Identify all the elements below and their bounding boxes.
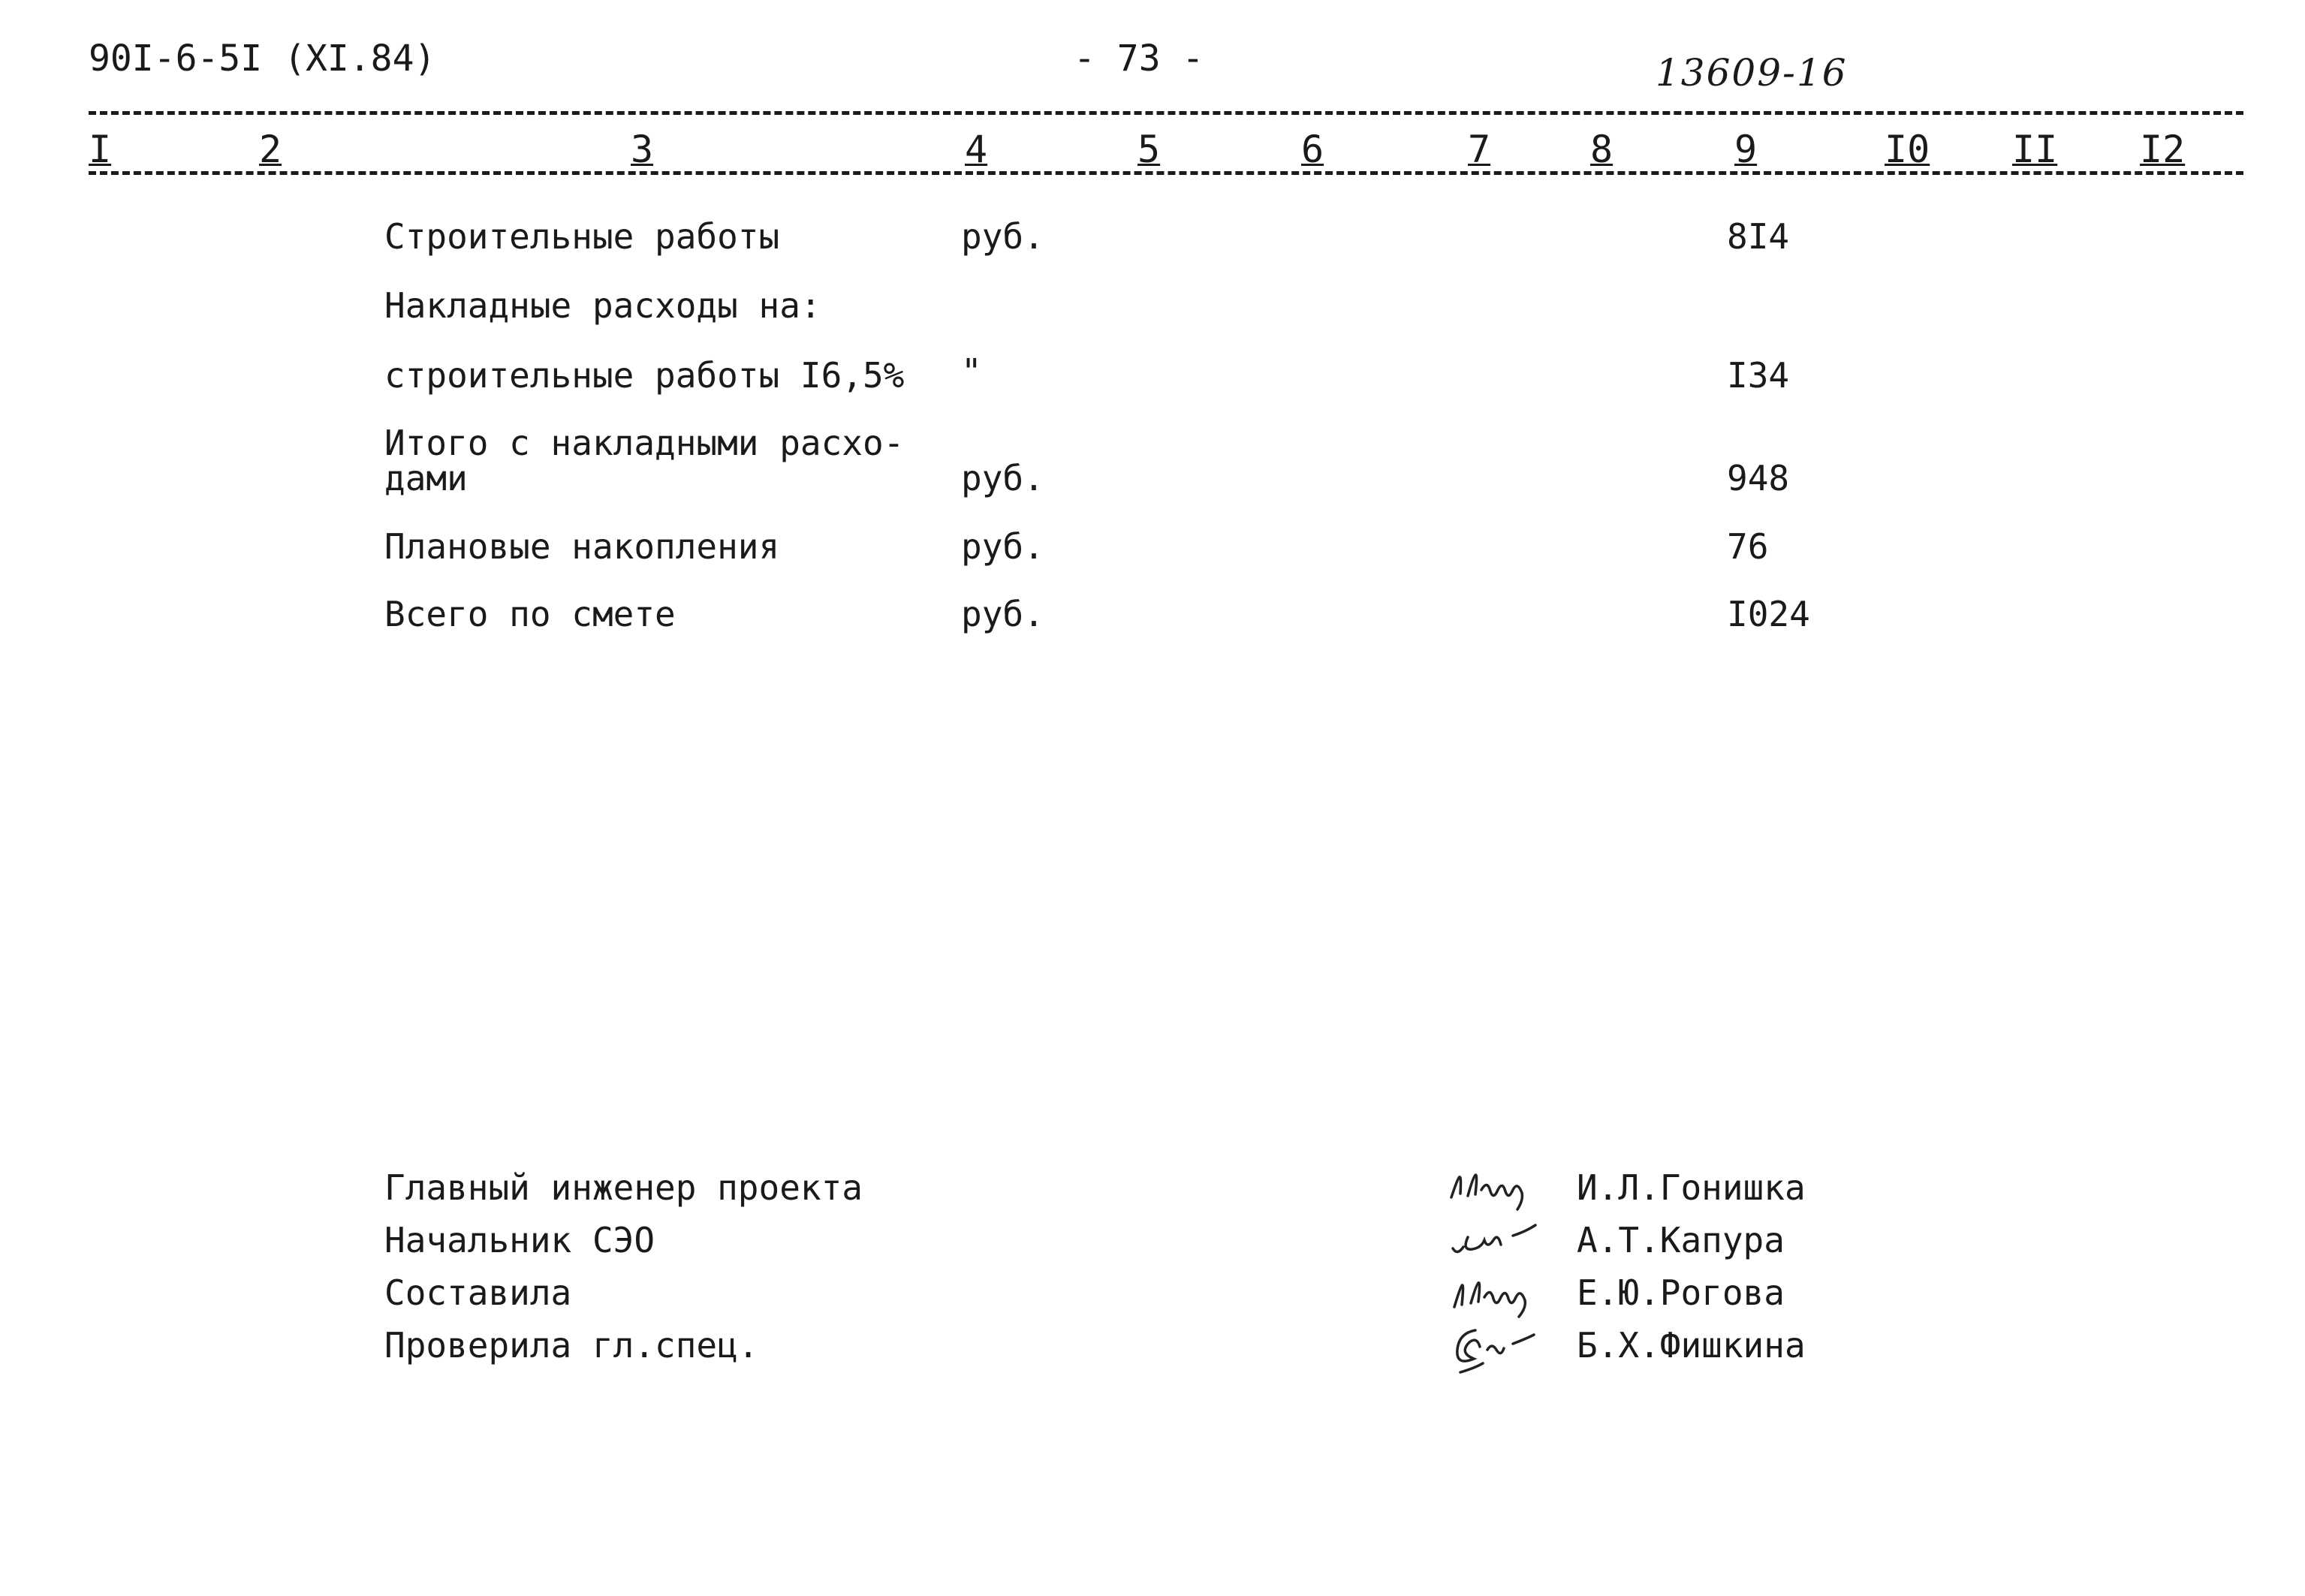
handwritten-signature xyxy=(1445,1314,1573,1378)
signatory-role: Проверила гл.спец. xyxy=(384,1325,759,1366)
row-name: Плановые накопления xyxy=(384,526,780,567)
handwritten-signature xyxy=(1445,1215,1573,1267)
signatory-name: Е.Ю.Рогова xyxy=(1577,1272,1785,1313)
row-unit: " xyxy=(961,351,982,392)
row-value: 948 xyxy=(1727,458,1790,498)
handwritten-sheet-number: 13609-16 xyxy=(1656,51,1848,95)
handwritten-signature xyxy=(1445,1160,1573,1212)
column-number: 4 xyxy=(965,128,988,171)
page-number: - 73 - xyxy=(1074,38,1204,80)
signatory-name: Б.Х.Фишкина xyxy=(1577,1325,1806,1366)
row-value: 76 xyxy=(1727,526,1769,567)
row-value: I024 xyxy=(1727,594,1810,634)
row-name: Всего по смете xyxy=(384,594,676,634)
row-name-line1: Итого с накладными расхо- xyxy=(384,423,905,463)
row-value: 8I4 xyxy=(1727,216,1790,257)
signatory-role: Главный инженер проекта xyxy=(384,1167,863,1208)
column-number: I2 xyxy=(2140,128,2186,171)
row-name: Строительные работы xyxy=(384,216,780,257)
signatory-role: Начальник СЭО xyxy=(384,1220,655,1260)
column-number: 5 xyxy=(1137,128,1161,171)
column-number: 7 xyxy=(1468,128,1491,171)
row-name: строительные работы I6,5% xyxy=(384,355,905,396)
row-unit: руб. xyxy=(961,458,1044,498)
row-unit: руб. xyxy=(961,526,1044,567)
signatory-role: Составила xyxy=(384,1272,572,1313)
document-code: 90I-6-5I (XI.84) xyxy=(89,38,436,80)
column-number: 2 xyxy=(259,128,282,171)
signatory-name: А.Т.Капура xyxy=(1577,1220,1785,1260)
row-value: I34 xyxy=(1727,355,1790,396)
column-number: 8 xyxy=(1590,128,1614,171)
row-name: Накладные расходы на: xyxy=(384,285,821,326)
row-unit: руб. xyxy=(961,594,1044,634)
column-number: I0 xyxy=(1885,128,1930,171)
signatory-name: И.Л.Гонишка xyxy=(1577,1167,1806,1208)
column-number: 9 xyxy=(1734,128,1758,171)
column-number: II xyxy=(2012,128,2058,171)
column-dashed-rule xyxy=(89,171,2243,175)
column-number: I xyxy=(89,128,112,171)
handwritten-signature xyxy=(1445,1266,1573,1318)
column-number: 3 xyxy=(631,128,654,171)
column-number: 6 xyxy=(1301,128,1324,171)
header-dashed-rule xyxy=(89,111,2243,115)
row-name-line2: дами xyxy=(384,458,468,498)
row-unit: руб. xyxy=(961,216,1044,257)
